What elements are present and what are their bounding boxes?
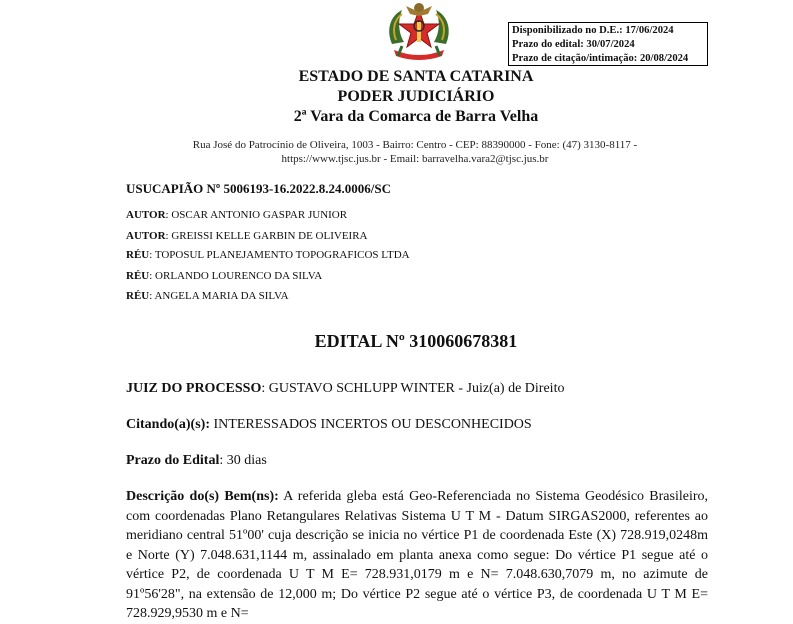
judge-label: JUIZ DO PROCESSO bbox=[126, 381, 262, 396]
citation-deadline: Prazo de citação/intimação: 20/08/2024 bbox=[512, 53, 689, 64]
party-name: ORLANDO LOURENCO DA SILVA bbox=[155, 270, 323, 282]
edital-title: EDITAL Nº 310060678381 bbox=[314, 331, 518, 351]
party-line: AUTOR: OSCAR ANTONIO GASPAR JUNIOR bbox=[126, 209, 348, 221]
judge-field bbox=[126, 380, 564, 397]
party-role: AUTOR bbox=[126, 209, 166, 221]
party-role: RÉU bbox=[126, 290, 150, 302]
cited-field bbox=[126, 416, 532, 433]
court-address: Rua José do Patrocínio de Oliveira, 1003 - Bairro: Centro - CEP: 88390000 - Fone: (47) 3130-8117 - https://www.tjsc.jus.br - Email: barravelha.vara2@tjsc.jus.br bbox=[192, 139, 638, 165]
description-label: Descrição do(s) Bem(ns): bbox=[126, 489, 279, 504]
party-line: AUTOR: GREISSI KELLE GARBIN DE OLIVEIRA bbox=[126, 230, 368, 242]
judiciary-heading: PODER JUDICIÁRIO bbox=[337, 88, 495, 105]
santa-catarina-coat-of-arms-icon bbox=[384, 0, 454, 62]
party-line: RÉU: ANGELA MARIA DA SILVA bbox=[126, 290, 289, 302]
process-title: USUCAPIÃO Nº 5006193-16.2022.8.24.0006/SC bbox=[126, 181, 392, 196]
publication-date: Disponibilizado no D.E.: 17/06/2024 bbox=[512, 25, 674, 36]
party-line: RÉU: ORLANDO LOURENCO DA SILVA bbox=[126, 270, 323, 282]
party-name: ANGELA MARIA DA SILVA bbox=[154, 290, 289, 302]
publication-info-box bbox=[508, 22, 708, 66]
state-heading: ESTADO DE SANTA CATARINA bbox=[298, 68, 534, 85]
party-role: RÉU bbox=[126, 249, 150, 261]
term-label: Prazo do Edital bbox=[126, 453, 220, 468]
term-value: : 30 dias bbox=[219, 453, 267, 468]
cited-label: Citando(a)(s): bbox=[126, 417, 210, 432]
edital-deadline: Prazo do edital: 30/07/2024 bbox=[512, 39, 635, 50]
judge-value: : GUSTAVO SCHLUPP WINTER - Juiz(a) de Direito bbox=[261, 381, 565, 396]
description-text: A referida gleba está Geo-Referenciada no Sistema Geodésico Brasileiro, com coordenadas Plano Retangulares Relativas Sistema U T M - Datum SIRGAS2000, referentes ao meridiano central 51º00' cuja descrição se inicia no vértice P1 de coordenada Este (X) 728.919,0248m e Norte (Y) 7.048.631,1144 m, assinalado em planta anexa como segue: Do vértice P1 segue até o vértice P2, de coordenada U T M E= 728.931,0179 m e N= 7.048.630,7079 m, no azimute de 91º56'28", na extensão de 12,000 m; Do vértice P2 segue até o vértice P3, de coordenada U T M E= 728.929,9530 m e N= bbox=[126, 489, 708, 621]
term-field bbox=[126, 452, 267, 469]
court-branch-heading: 2ª Vara da Comarca de Barra Velha bbox=[293, 108, 539, 125]
party-role: AUTOR bbox=[126, 230, 166, 242]
party-name: OSCAR ANTONIO GASPAR JUNIOR bbox=[171, 209, 348, 221]
cited-value: INTERESSADOS INCERTOS OU DESCONHECIDOS bbox=[210, 417, 532, 432]
party-role: RÉU bbox=[126, 270, 150, 282]
party-line: RÉU: TOPOSUL PLANEJAMENTO TOPOGRAFICOS LTDA bbox=[126, 249, 410, 261]
party-name: GREISSI KELLE GARBIN DE OLIVEIRA bbox=[171, 230, 368, 242]
property-description bbox=[126, 487, 708, 624]
party-name: TOPOSUL PLANEJAMENTO TOPOGRAFICOS LTDA bbox=[154, 249, 410, 261]
